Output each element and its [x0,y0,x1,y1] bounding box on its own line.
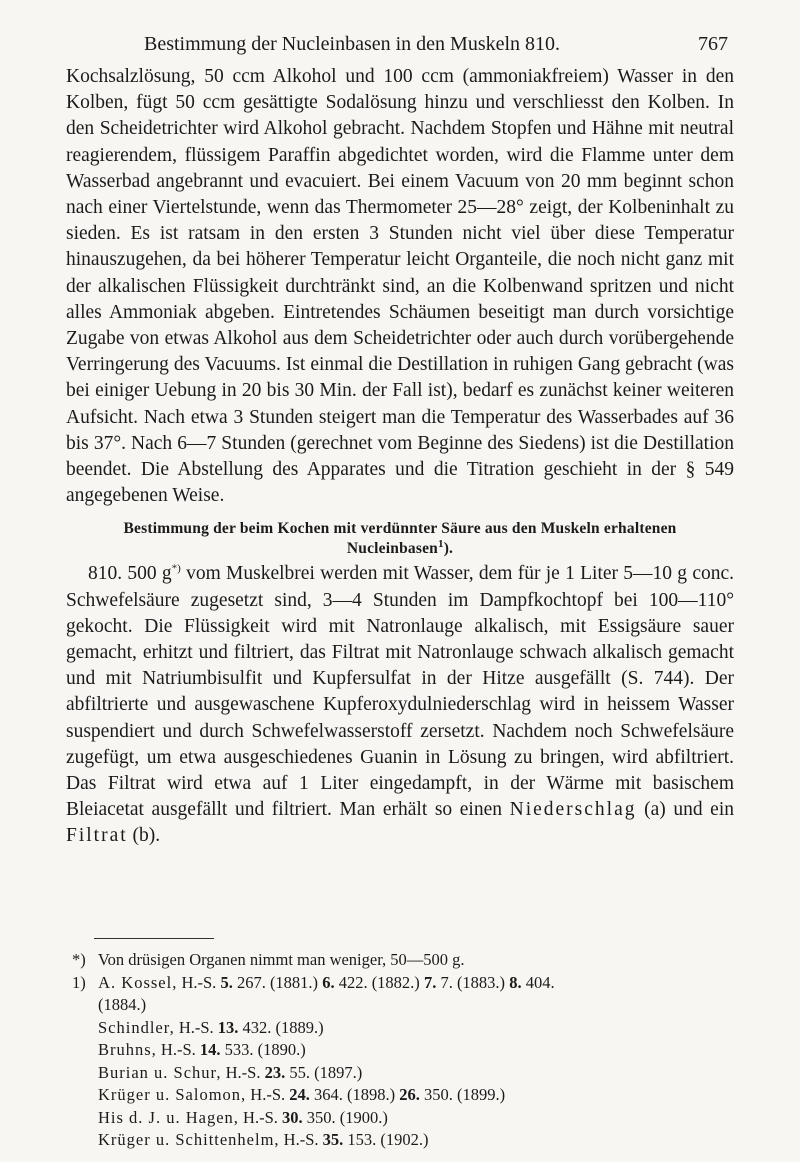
paragraph-810 [66,561,734,849]
section-heading [66,519,734,559]
reference-pages: 422. (1882.) [334,972,424,992]
paragraph-810-lead: 810. 500 g [88,563,172,585]
paragraph-810-text: vom Muskelbrei werden mit Wasser, dem für je 1 Liter 5—10 g conc. Schwefelsäure zugesetzt sind, 3—4 Stunden im Dampfkochtopf bei 100—110° gekocht. Die Flüssigkeit wird mit Natronlauge alkalisch, mit Essigsäure sauer gemacht, erhitzt und filtriert, das Filtrat mit Natronlauge schwach alkalisch gemacht und mit Natriumbisulfit und Kupfersulfat in der Hitze ausgefällt (S. 744). Der abfiltrierte und ausgewaschene Kupferoxydulniederschlag wird in heissem Wasser suspendiert und durch Schwefelwasserstoff zersetzt. Nachdem noch Schwefelsäure zugefügt, um etwa ausgeschiedenes Guanin in Lösung zu bringen, wird abfiltriert. Das Filtrat wird etwa auf 1 Liter eingedampft, in der Wärme mit basischem Bleiacetat ausgefällt und filtriert. Man erhält so einen [66,563,735,821]
reference-volume: 13. [217,1017,239,1037]
reference-pages: 350. (1899.) [419,1085,506,1104]
section-heading-line-1: Bestimmung der beim Kochen mit verdünnter Säure aus den Muskeln erhaltenen [123,520,677,538]
reference-author: Schindler, [98,1017,175,1037]
reference-line [66,1129,734,1152]
footnote-reference-1: 1 [437,538,444,551]
reference-author: Krüger u. Salomon, [98,1085,247,1104]
term-1-suffix: (a) und ein [636,799,734,821]
reference-pages: 404. [521,972,555,992]
term-niederschlag: Niederschlag [509,799,637,821]
running-head [68,33,728,59]
reference-author: Burian u. Schur, [98,1062,222,1082]
reference-line [66,1039,734,1062]
footnotes [66,938,734,1152]
reference-pages: 153. (1902.) [343,1130,429,1149]
reference-line [66,1107,734,1130]
reference-volume: 6. [322,972,335,992]
reference-volume: 23. [264,1062,286,1082]
reference-volume: 26. [399,1085,420,1104]
footnote-divider [94,938,214,939]
reference-pages: 364. (1898.) [309,1085,400,1104]
running-head-title: Bestimmung der Nucleinbasen in den Muskeln 810. [144,33,561,55]
reference-journal: H.-S. [221,1062,265,1082]
footnote-1-marker: 1) [72,972,86,992]
section-heading-line-2-text: Nucleinbasen [346,540,438,558]
reference-pages: 533. (1890.) [220,1040,306,1059]
reference-journal: H.-S. [279,1130,323,1149]
reference-author: A. Kossel, [98,972,178,992]
footnote-1 [66,972,734,995]
section-heading-line-2 [66,539,734,559]
term-filtrat: Filtrat [66,825,128,847]
footnote-star-text: Von drüsigen Organen nimmt man weniger, 50—500 g. [97,950,465,969]
paragraph-continued: Kochsalzlösung, 50 ccm Alkohol und 100 ccm (ammoniakfreiem) Wasser in den Kolben, fügt 50 ccm gesättigte Sodalösung hinzu und verschliesst den Kolben. In den Scheidetrichter wird Alkohol gebracht. Nachdem Stopfen und Hähne mit neutral reagierendem, flüssigem Paraffin abgedichtet worden, wird die Flamme unter dem Wasserbad angebrannt und evacuiert. Bei einem Vacuum von 20 mm beginnt schon nach einer Viertelstunde, wenn das Thermometer 25—28° zeigt, der Kolbeninhalt zu sieden. Es ist ratsam in den ersten 3 Stunden nicht viel über diese Temperatur hinauszugehen, da bei höherer Temperatur leicht Organteile, die noch nicht ganz mit der alkalischen Flüssigkeit durchtränkt sind, an die Kolbenwand spritzen und nicht alles Ammoniak abgeben. Eintretendes Schäumen beseitigt man durch vorsichtige Zugabe von etwas Alkohol aus dem Scheidetrichter oder auch durch vorübergehende Verringerung des Vacuums. Ist einmal die Destillation in ruhigen Gang gebracht (was bei einiger Uebung in 20 bis 30 Min. der Fall ist), bedarf es zunächst keiner weiteren Aufsicht. Nach etwa 3 Stunden steigert man die Temperatur des Wasserbades auf 36 bis 37°. Nach 6—7 Stunden (gerechnet vom Beginne des Siedens) ist die Destillation beendet. Die Abstellung des Apparates und die Titration geschieht in der § 549 angegebenen Weise. [66,66,734,507]
reference-journal: H.-S. [174,1017,218,1037]
reference-journal: H.-S. [238,1107,282,1127]
reference-line [66,1084,734,1107]
reference-pages: 7. (1883.) [436,972,510,992]
footnote-star-marker: *) [72,950,86,969]
reference-volume: 35. [322,1130,344,1149]
reference-journal: H.-S. [246,1085,290,1104]
reference-volume: 24. [289,1085,310,1104]
reference-line [66,1062,734,1085]
term-2-suffix: (b). [127,825,161,847]
page-number: 767 [698,33,728,55]
reference-pages: 350. (1900.) [302,1107,388,1127]
footnote-reference-star: *) [171,562,181,575]
reference-journal: H.-S. [177,972,221,992]
reference-volume: 14. [199,1040,221,1059]
reference-line [66,1017,734,1040]
reference-pages: 432. (1889.) [238,1017,324,1037]
reference-continuation: (1884.) [98,995,147,1014]
reference-volume: 5. [220,972,233,992]
reference-journal: H.-S. [156,1040,200,1059]
reference-author: His d. J. u. Hagen, [98,1107,239,1127]
reference-author: Krüger u. Schittenhelm, [98,1130,280,1149]
section-heading-suffix: ). [443,540,454,558]
reference-pages: 267. (1881.) [232,972,323,992]
reference-pages: 55. (1897.) [285,1062,363,1082]
reference-volume: 7. [423,972,437,992]
reference-volume: 30. [282,1107,303,1127]
reference-author: Bruhns, [98,1040,157,1059]
reference-volume: 8. [509,972,522,992]
footnote-star [66,949,734,972]
body-text [66,64,734,850]
